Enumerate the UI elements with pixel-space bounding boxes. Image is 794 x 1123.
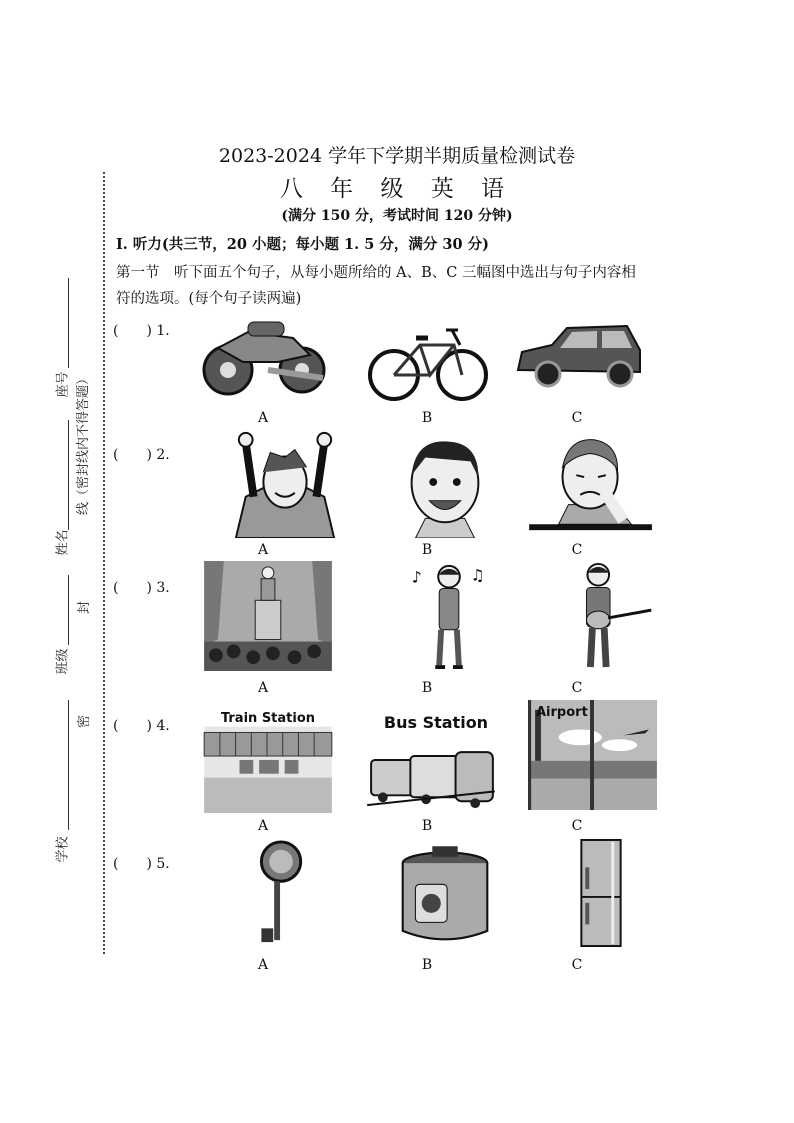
svg-text:♪: ♪ <box>411 567 422 587</box>
shower-head-picture <box>218 838 348 948</box>
seal-mi: 密 <box>77 714 93 729</box>
seat-blank-line <box>68 278 69 368</box>
score-time-note: (满分 150 分，考试时间 120 分钟) <box>281 208 513 224</box>
q5-option-b: B <box>421 957 433 973</box>
part1-instructions-line1: 第一节 听下面五个句子，从每小题所给的 A、B、C 三幅图中选出与句子内容相 <box>116 265 636 281</box>
q1-option-a: A <box>257 410 269 426</box>
speech-stage-picture <box>203 561 333 671</box>
svg-text:♫: ♫ <box>470 565 485 585</box>
bicycle-picture <box>362 300 492 410</box>
question-3-number: ( ) 3. <box>113 580 170 596</box>
section-heading: Ⅰ. 听力(共三节，20 小题；每小题 1. 5 分，满分 30 分) <box>116 236 489 253</box>
class-label: 班级 <box>55 648 71 675</box>
airport-sign: Airport <box>536 705 588 720</box>
q4-option-c: C <box>571 818 583 834</box>
name-label: 姓名 <box>55 529 71 556</box>
q1-option-c: C <box>571 410 583 426</box>
name-blank-line <box>68 420 69 530</box>
seal-dotted-line <box>103 172 105 954</box>
seal-feng: 封 <box>77 600 93 615</box>
refrigerator-picture <box>536 838 666 948</box>
singing-boy-picture <box>385 561 515 671</box>
exam-title: 2023-2024 学年下学期半期质量检测试卷 <box>218 145 576 167</box>
q4-option-b: B <box>421 818 433 834</box>
q4-option-a: A <box>257 818 269 834</box>
school-blank-line <box>68 700 69 830</box>
subject-title: 八 年 级 英 语 <box>279 176 515 202</box>
smiling-boy-picture <box>380 428 510 538</box>
question-5-number: ( ) 5. <box>113 856 170 872</box>
guitar-boy-picture <box>548 561 678 671</box>
question-1-number: ( ) 1. <box>113 323 170 339</box>
q1-option-b: B <box>421 410 433 426</box>
q5-option-c: C <box>571 957 583 973</box>
question-4-number: ( ) 4. <box>113 718 170 734</box>
seal-note: 线（密封线内不得答题） <box>76 371 92 516</box>
question-2-number: ( ) 2. <box>113 447 170 463</box>
q3-option-a: A <box>257 680 269 696</box>
q2-option-a: A <box>257 542 269 558</box>
school-label: 学校 <box>55 836 71 863</box>
q3-option-b: B <box>421 680 433 696</box>
excited-boy-picture <box>220 428 350 538</box>
class-blank-line <box>68 575 69 645</box>
sad-boy-picture <box>528 428 658 538</box>
q2-option-b: B <box>421 542 433 558</box>
bus-station-sign: Bus Station <box>383 713 489 732</box>
q5-option-a: A <box>257 957 269 973</box>
car-picture <box>512 300 642 410</box>
q2-option-c: C <box>571 542 583 558</box>
motorcycle-picture <box>198 300 328 410</box>
train-station-sign: Train Station <box>220 711 316 726</box>
part1-instructions-line2: 符的选项。(每个句子读两遍) <box>116 291 302 307</box>
q3-option-c: C <box>571 680 583 696</box>
seat-label: 座号 <box>55 371 71 398</box>
pressure-cooker-picture <box>380 842 510 952</box>
